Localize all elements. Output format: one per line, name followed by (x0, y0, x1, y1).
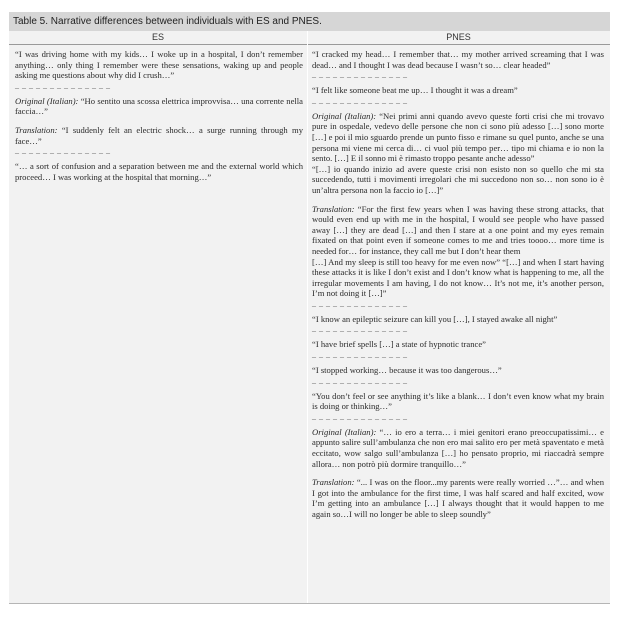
pnes-column (312, 49, 604, 520)
separator: – – – – – – – – – – – – – – (312, 413, 408, 423)
separator: – – – – – – – – – – – – – – (312, 97, 408, 107)
pnes-quote-8-original (312, 427, 604, 469)
original-label: Original (Italian): (312, 426, 377, 437)
pnes-quote-3-translation (312, 204, 604, 257)
translation-label: Translation: (312, 477, 355, 488)
original-label: Original (Italian): (312, 110, 377, 121)
pnes-quote-6: “I stopped working… because it was too dangerous…” (312, 365, 502, 376)
separator: – – – – – – – – – – – – – – (312, 300, 408, 310)
translation-label: Translation: (15, 124, 58, 135)
pnes-quote-1: “I cracked my head… I remember that… my mother arrived screaming that I was dead… and I thought I was dead because I wasn’t so… clear headed” (312, 49, 604, 70)
es-quote-2-translation-text: “I suddenly felt an electric shock… a surge running through my face…” (15, 124, 303, 146)
es-quote-3: “… a sort of confusion and a separation between me and the external world which proceed… I was working at the hospital that morning…” (15, 161, 303, 182)
table-caption: Table 5. Narrative differences between individuals with ES and PNES. (9, 12, 610, 31)
pnes-quote-3-translation-b: […] And my sleep is still too heavy for me even now” “[…] and when I start having these attacks it is like I don’t exist and I don’t know what is happening to me, all the irregular movements I am having, I do not know… It’s not me, it’s another person, I’m not doing it […]” (312, 256, 604, 299)
es-quote-2-translation (15, 125, 303, 146)
separator: – – – – – – – – – – – – – – (15, 148, 111, 158)
pnes-quote-3-original-text-a: “Nei primi anni quando avevo queste forti crisi che mi trovavo pure in ospedale, vedevo delle persone che non ci sono più adesso […] sono morte […] e poi il mio sguardo prende un punto fisso e rimane su quel punto, anche se una persona mi viene mi cerca di… ci vuol più tempo per… tipo mi chiama e io non la sento. […] E il sonno mi è rimasto troppo pesante anche adesso” (312, 110, 605, 164)
column-divider (307, 31, 308, 603)
original-label: Original (Italian): (15, 95, 79, 106)
separator: – – – – – – – – – – – – – – (312, 326, 408, 336)
column-header-es: ES (9, 31, 307, 45)
pnes-quote-4: “I know an epileptic seizure can kill you […], I stayed awake all night” (312, 313, 558, 324)
es-quote-2-original (15, 96, 303, 117)
pnes-quote-2: “I felt like someone beat me up… I thought it was a dream” (312, 85, 518, 96)
pnes-quote-8-translation (312, 477, 604, 519)
table-bottom-rule (9, 603, 610, 604)
pnes-quote-8-original-text: “… io ero a terra… i miei genitori erano preoccupatissimi… e appunto salire sull’ambulanza che non ero mai salito ero per metà spaventato e metà eccitato, wow salgo sull’ambulanza […] ho pensato proprio, mi riaccadrà sempre allora… non potrò più dormire tranquillo…” (312, 426, 604, 469)
separator: – – – – – – – – – – – – – – (312, 352, 408, 362)
es-quote-2-original-text: “Ho sentito una scossa elettrica improvvisa… una corrente nella faccia…” (15, 95, 303, 117)
pnes-quote-7: “You don’t feel or see anything it’s like a blank… I don’t even know what my brain is doing or thinking…” (312, 390, 604, 412)
separator: – – – – – – – – – – – – – – (312, 72, 408, 82)
es-column (15, 49, 303, 182)
translation-label: Translation: (312, 203, 355, 214)
pnes-quote-3-original-b: “[…] io quando inizio ad avere queste crisi non esisto non so quello che mi sta succedendo, tutti i movimenti irregolari che mi succedono non so… non sono io è un’altra persona non la faccio io […]” (312, 163, 604, 195)
pnes-quote-3-original (312, 111, 604, 164)
pnes-quote-3-translation-text-a: “For the first few years when I was having these strong attacks, that would even end up with me in the hospital, I would see people who have passed away […] they are dead […] and then I stare at a one point and my eyes remain fixated on that point even if someone comes to me and tries toooo… more time is needed for… for instance, they call me but I don’t hear them (312, 203, 605, 256)
narrative-table (9, 31, 610, 603)
separator: – – – – – – – – – – – – – – (15, 82, 111, 92)
es-quote-1: “I was driving home with my kids… I woke up in a hospital, I don’t remember anything… only thing I remember were these sensations, waking up and people asking me questions about why did I crush…” (15, 49, 303, 81)
pnes-quote-5: “I have brief spells […] a state of hypnotic trance” (312, 339, 486, 350)
separator: – – – – – – – – – – – – – – (312, 377, 408, 387)
column-header-pnes: PNES (307, 31, 610, 45)
pnes-quote-8-translation-text: “... I was on the floor...my parents were really worried …”… and when I got into the ambulance for the first time, I was half scared and half excited, wow I’m getting into an ambulance […] I always thought that it would happen to me again so…I will no longer be able to sleep soundly” (312, 477, 604, 519)
